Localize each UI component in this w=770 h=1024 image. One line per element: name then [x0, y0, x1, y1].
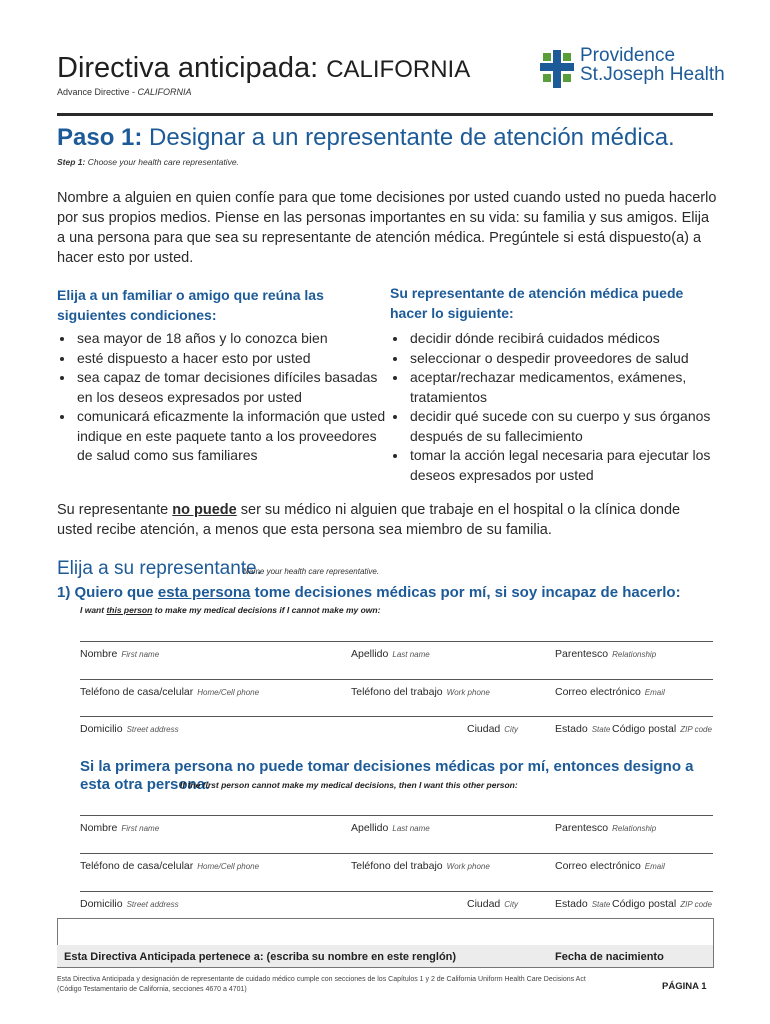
field-label: Correo electrónico — [555, 860, 641, 872]
email-field[interactable] — [555, 686, 665, 698]
field-label: Apellido — [351, 822, 389, 834]
list-item: • decidir qué sucede con su cuerpo y sus órganos después de su fallecimiento — [408, 407, 738, 446]
step-label: Paso 1: — [57, 124, 143, 151]
field-label-en: Email — [644, 688, 665, 697]
logo-text — [580, 46, 725, 84]
field-label-en: State — [591, 725, 611, 734]
email-field-2[interactable] — [555, 860, 665, 872]
legal-notice — [57, 975, 617, 995]
field-label-en: State — [591, 900, 611, 909]
field-label: Nombre — [80, 822, 118, 834]
right-column-heading: Su representante de atención médica puede hacer lo siguiente: — [390, 285, 684, 321]
q1-text-b: tome decisiones médicas por mí, si soy incapaz de hacerlo: — [250, 584, 681, 601]
list-item: • comunicará eficazmente la información que usted indique en este paquete tanto a los proveedores de salud como sus familiares — [75, 407, 395, 466]
zip-field-2[interactable] — [612, 898, 712, 910]
list-item: • seleccionar o despedir proveedores de salud — [408, 349, 738, 369]
list-item: • esté dispuesto a hacer esto por usted — [75, 349, 395, 369]
field-label: Teléfono de casa/celular — [80, 860, 194, 872]
document-title — [57, 52, 470, 85]
list-item: • aceptar/rechazar medicamentos, exámenes, tratamientos — [408, 368, 738, 407]
field-label-en: Street address — [126, 725, 179, 734]
field-label: Domicilio — [80, 723, 123, 735]
step-en-label: Step 1: — [57, 157, 86, 167]
field-label-en: Relationship — [612, 824, 657, 833]
rep-note-emphasis: no puede — [172, 502, 237, 518]
legal-line-1: Esta Directiva Anticipada y designación de representante de cuidado médico cumple con secciones de los Capítulos 1 y 2 de California Uniform Health Care Decisions Act — [57, 976, 586, 983]
field-label-en: Home/Cell phone — [197, 688, 260, 697]
field-label: Domicilio — [80, 898, 123, 910]
cross-logo-icon — [540, 50, 574, 88]
form-line — [80, 641, 713, 642]
field-label: Estado — [555, 898, 588, 910]
home-phone-field[interactable] — [80, 686, 259, 698]
rep-note-after: ser su médico ni alguien que trabaje en el hospital o la clínica donde usted recibe atención, a menos que esta persona sea miembro de su familia. — [57, 502, 681, 538]
q1-number: 1) — [57, 584, 71, 601]
field-label: Teléfono de casa/celular — [80, 686, 194, 698]
left-column-list — [57, 329, 395, 466]
question-1 — [57, 584, 681, 601]
field-label: Código postal — [612, 723, 677, 735]
field-label: Nombre — [80, 648, 118, 660]
legal-line-2: (Código Testamentario de California, secciones 4670 a 4701) — [57, 986, 247, 993]
state-field-2[interactable] — [555, 898, 610, 910]
work-phone-field[interactable] — [351, 686, 490, 698]
step-title: Designar a un representante de atención médica. — [142, 124, 675, 151]
form-line — [80, 853, 713, 854]
field-label: Parentesco — [555, 648, 609, 660]
subtitle-state: CALIFORNIA — [137, 87, 192, 97]
street-address-field[interactable] — [80, 723, 179, 735]
field-label-en: Street address — [126, 900, 179, 909]
logo-line-1: Providence — [580, 45, 676, 66]
field-label: Estado — [555, 723, 588, 735]
field-label-en: City — [504, 725, 519, 734]
field-label-en: City — [504, 900, 519, 909]
field-label: Ciudad — [467, 723, 501, 735]
list-item: • sea capaz de tomar decisiones difíciles basadas en los deseos expresados por usted — [75, 368, 395, 407]
field-label-en: First name — [121, 650, 160, 659]
providence-logo — [540, 46, 730, 90]
field-label: Teléfono del trabajo — [351, 686, 443, 698]
form-line — [80, 679, 713, 680]
birth-date-label: Fecha de nacimiento — [555, 951, 664, 963]
field-label: Teléfono del trabajo — [351, 860, 443, 872]
work-phone-field-2[interactable] — [351, 860, 490, 872]
question-2: Si la primera persona no puede tomar decisiones médicas por mí, entonces designo a esta otra persona: — [80, 758, 694, 793]
left-column-heading: Elija a un familiar o amigo que reúna las siguientes condiciones: — [57, 287, 324, 323]
right-column-list — [390, 329, 738, 485]
document-subtitle — [57, 87, 192, 97]
field-label-en: Email — [644, 862, 665, 871]
field-label: Ciudad — [467, 898, 501, 910]
street-address-field-2[interactable] — [80, 898, 179, 910]
field-label-en: Last name — [392, 650, 430, 659]
intro-paragraph: Nombre a alguien en quien confíe para que tome decisiones por usted cuando usted no pueda hacerlo por sus propios medios. Piense en las personas importantes en su vida: su familia y sus amigos. Elija a una persona para que sea su representante de atención médica. Pregúntele si está dispuesto(a) a hacer esto por usted. — [57, 190, 717, 266]
subtitle-en: Advance Directive - — [57, 87, 138, 97]
first-name-field-2[interactable] — [80, 822, 159, 834]
relationship-field-2[interactable] — [555, 822, 656, 834]
title-state: CALIFORNIA — [326, 56, 471, 83]
form-line — [80, 815, 713, 816]
step-heading-en — [57, 157, 239, 167]
field-label-en: Home/Cell phone — [197, 862, 260, 871]
home-phone-field-2[interactable] — [80, 860, 259, 872]
field-label-en: Relationship — [612, 650, 657, 659]
q1-en-a: I want — [80, 605, 107, 615]
representative-note — [57, 500, 717, 540]
field-label-en: ZIP code — [680, 900, 712, 909]
form-line — [80, 716, 713, 717]
form-line — [80, 891, 713, 892]
q1-text-a: Quiero que — [70, 584, 158, 601]
header-divider — [57, 113, 713, 116]
step-heading — [57, 124, 675, 152]
list-item: • sea mayor de 18 años y lo conozca bien — [75, 329, 395, 349]
q1-en-u: this person — [106, 605, 153, 615]
rep-note-before: Su representante — [57, 502, 173, 518]
page-number: PÁGINA 1 — [662, 981, 707, 992]
zip-field[interactable] — [612, 723, 712, 735]
field-label-en: Work phone — [446, 862, 490, 871]
last-name-field[interactable] — [351, 648, 430, 660]
choose-heading: Elija a su representante. — [57, 558, 262, 579]
q1-underlined: esta persona — [157, 584, 251, 601]
field-label: Parentesco — [555, 822, 609, 834]
relationship-field[interactable] — [555, 648, 656, 660]
city-field[interactable] — [467, 723, 518, 735]
q1-en-b: to make my medical decisions if I cannot make my own: — [152, 605, 381, 615]
first-name-field[interactable] — [80, 648, 159, 660]
state-field[interactable] — [555, 723, 610, 735]
field-label: Apellido — [351, 648, 389, 660]
field-label: Correo electrónico — [555, 686, 641, 698]
field-label-en: Work phone — [446, 688, 490, 697]
list-item: • tomar la acción legal necesaria para ejecutar los deseos expresados por usted — [408, 446, 738, 485]
question-1-en — [80, 605, 380, 615]
list-item: • decidir dónde recibirá cuidados médicos — [408, 329, 738, 349]
field-label-en: First name — [121, 824, 160, 833]
owner-name-label: Esta Directiva Anticipada pertenece a: (escriba su nombre en este renglón) — [64, 951, 457, 963]
field-label: Código postal — [612, 898, 677, 910]
step-en-title: Choose your health care representative. — [85, 157, 239, 167]
city-field-2[interactable] — [467, 898, 518, 910]
last-name-field-2[interactable] — [351, 822, 430, 834]
field-label-en: ZIP code — [680, 725, 712, 734]
logo-line-2: St.Joseph Health — [580, 64, 725, 85]
question-2-en: If the first person cannot make my medical decisions, then I want this other person: — [180, 780, 518, 790]
title-text: Directiva anticipada: — [57, 52, 319, 84]
field-label-en: Last name — [392, 824, 430, 833]
choose-heading-en: Name your health care representative. — [243, 567, 380, 576]
